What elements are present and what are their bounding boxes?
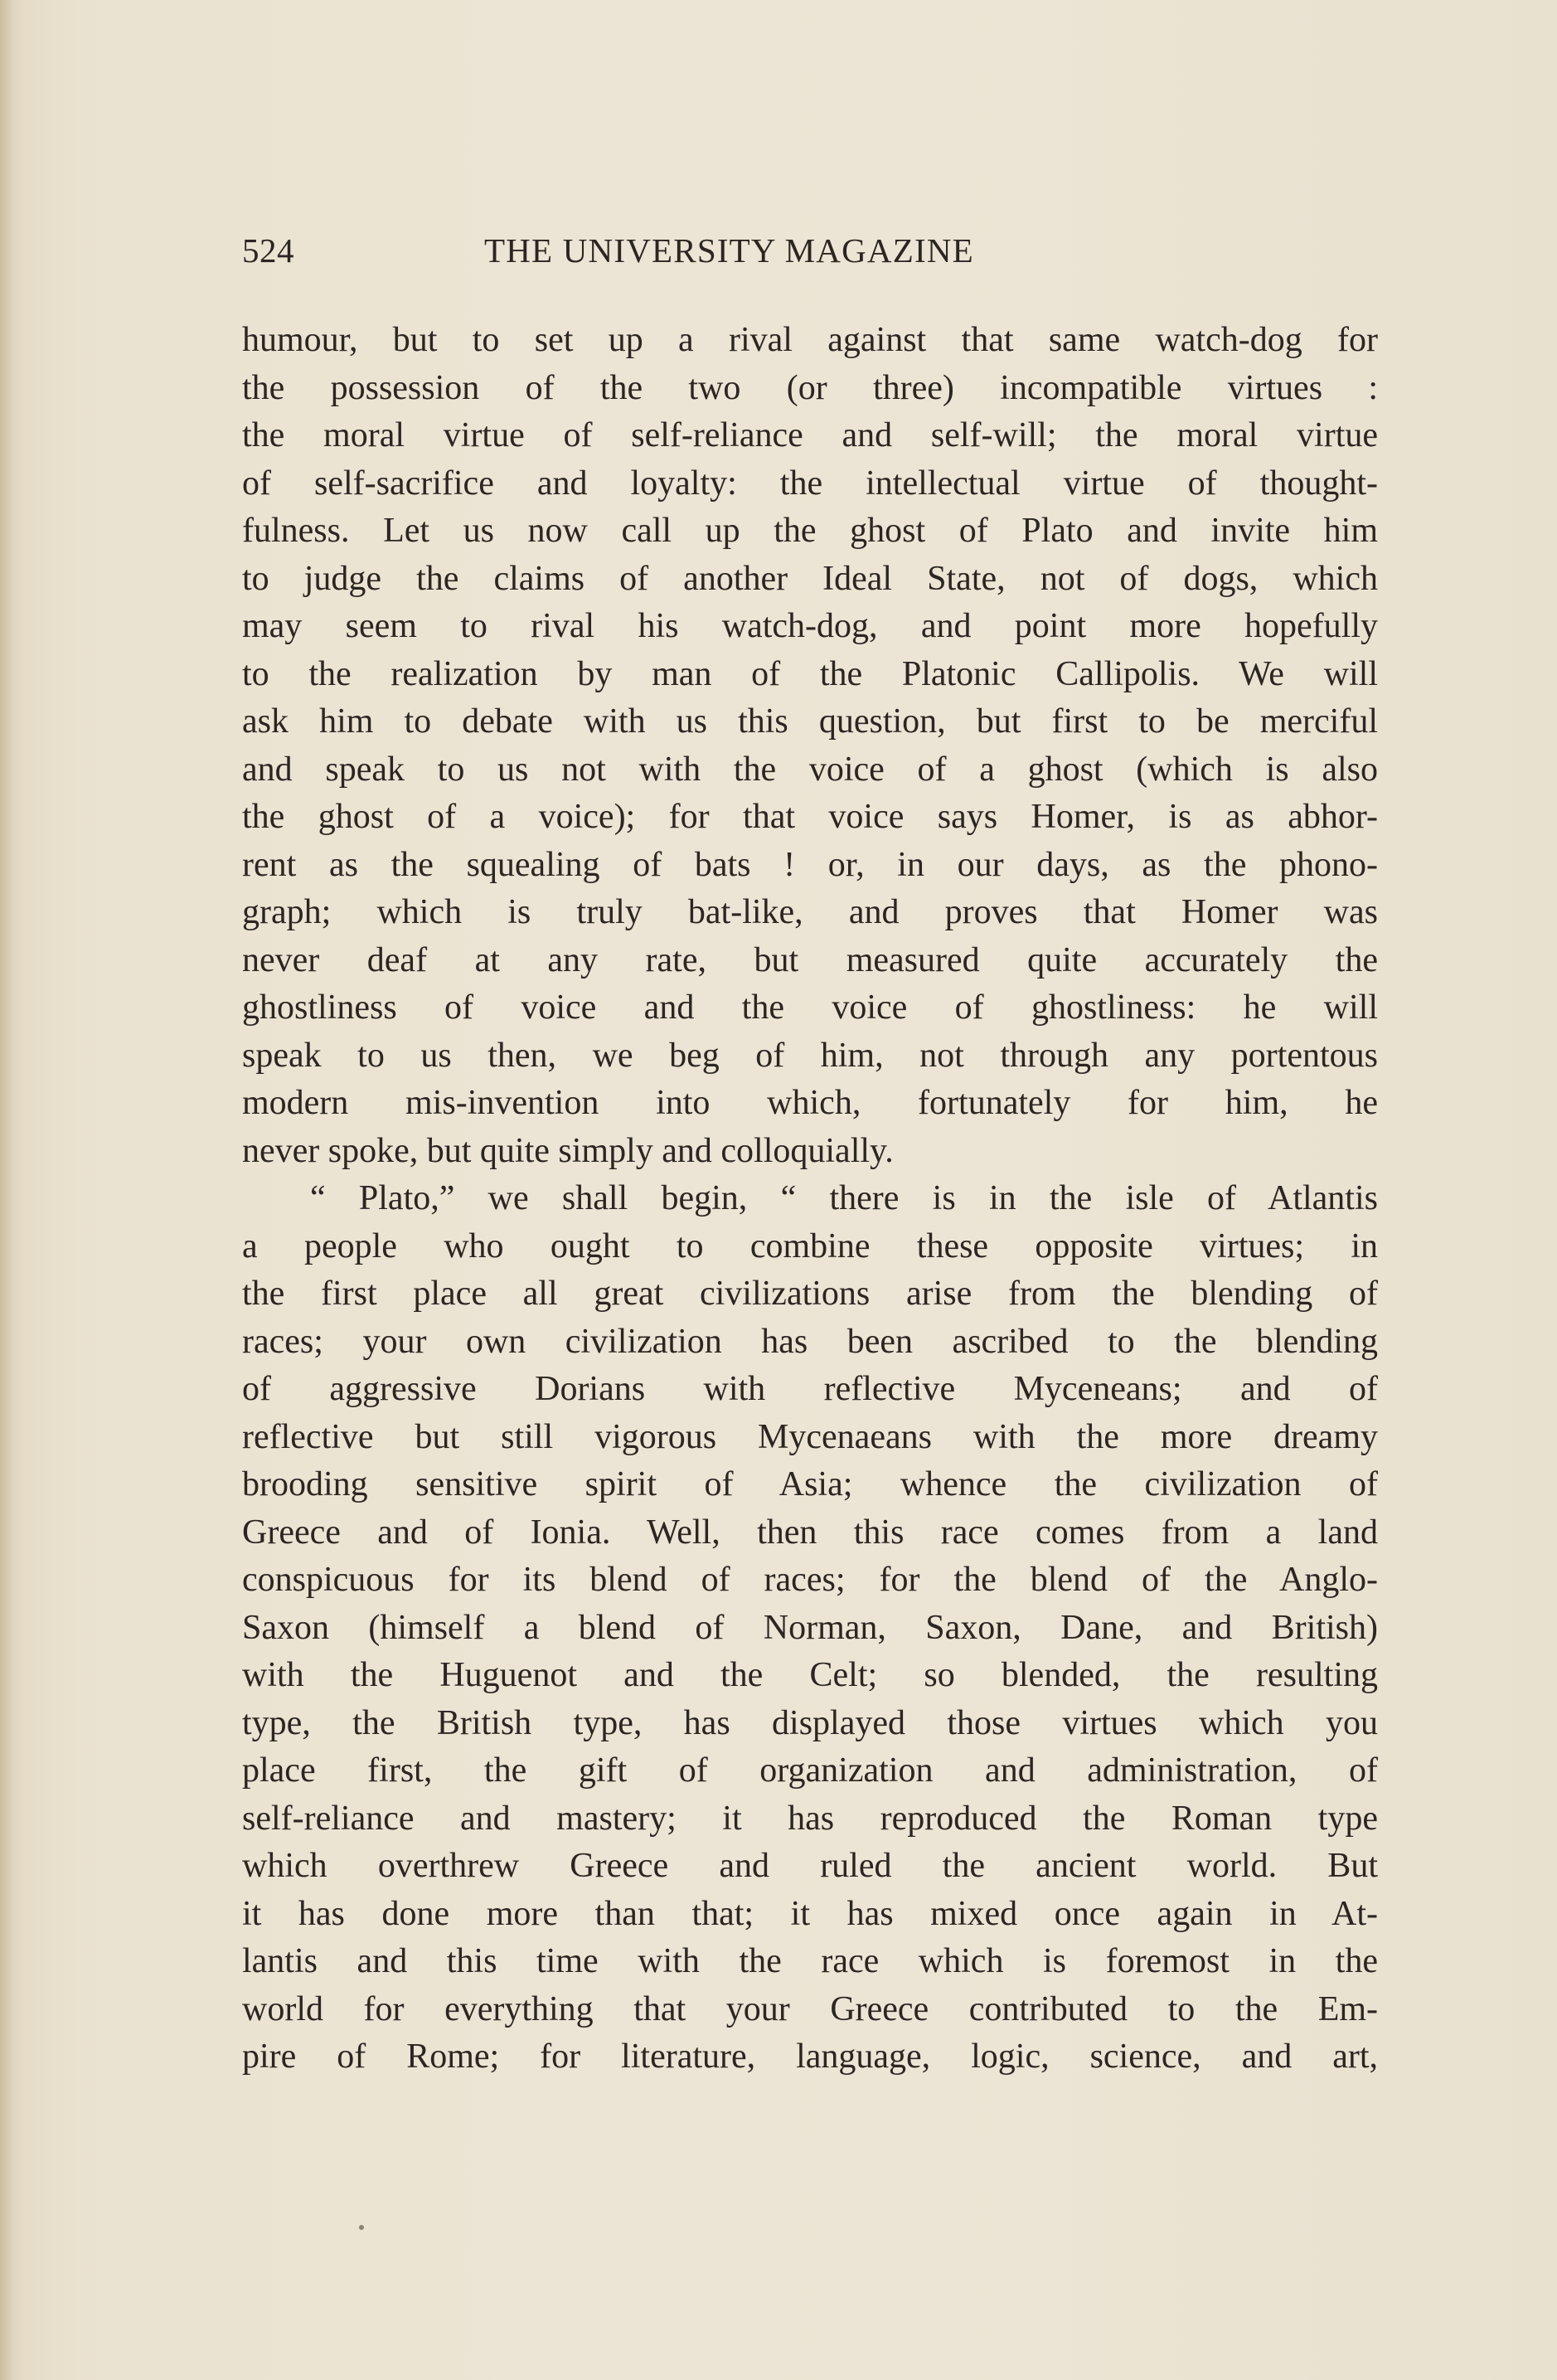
text-line: Saxon (himself a blend of Norman, Saxon, Dane, and British)	[242, 1608, 1378, 1647]
text-line: rent as the squealing of bats ! or, in our days, as the phono-	[242, 845, 1378, 884]
page-number: 524	[242, 231, 294, 270]
text-line: fulness. Let us now call up the ghost of Plato and invite him	[242, 512, 1378, 550]
text-line: modern mis-invention into which, fortunately for him, he	[242, 1084, 1378, 1122]
text-line: and speak to us not with the voice of a ghost (which is also	[242, 750, 1378, 789]
text-line: speak to us then, we beg of him, not through any portentous	[242, 1036, 1378, 1075]
text-line: of aggressive Dorians with reflective Myceneans; and of	[242, 1370, 1378, 1408]
text-line: graph; which is truly bat-like, and proves that Homer was	[242, 893, 1378, 931]
text-line: the possession of the two (or three) incompatible virtues :	[242, 368, 1378, 407]
paragraph-end-line: never spoke, but quite simply and colloquially.	[242, 1131, 894, 1170]
binding-edge	[0, 0, 12, 2380]
text-line: brooding sensitive spirit of Asia; whence the civilization of	[242, 1465, 1378, 1503]
text-line: to judge the claims of another Ideal State, not of dogs, which	[242, 559, 1378, 598]
text-line: which overthrew Greece and ruled the ancient world. But	[242, 1847, 1378, 1885]
text-line: conspicuous for its blend of races; for the blend of the Anglo-	[242, 1561, 1378, 1599]
text-line: self-reliance and mastery; it has reproduced the Roman type	[242, 1799, 1378, 1838]
paragraph-start-line: “ Plato,” we shall begin, “ there is in the isle of Atlantis	[310, 1179, 1378, 1217]
text-line: to the realization by man of the Platonic Callipolis. We will	[242, 654, 1378, 693]
body-text	[242, 317, 1378, 2081]
text-line: a people who ought to combine these opposite virtues; in	[242, 1226, 1378, 1265]
journal-title: THE UNIVERSITY MAGAZINE	[484, 231, 974, 270]
text-line: the moral virtue of self-reliance and self-will; the moral virtue	[242, 416, 1378, 454]
text-line: never deaf at any rate, but measured quite accurately the	[242, 940, 1378, 979]
text-line: the ghost of a voice); for that voice says Homer, is as abhor-	[242, 798, 1378, 836]
text-line: it has done more than that; it has mixed once again in At-	[242, 1894, 1378, 1933]
text-line: world for everything that your Greece contributed to the Em-	[242, 1989, 1378, 2028]
text-line: reflective but still vigorous Mycenaeans with the more dreamy	[242, 1417, 1378, 1456]
text-line: pire of Rome; for literature, language, logic, science, and art,	[242, 2038, 1378, 2076]
text-line: with the Huguenot and the Celt; so blended, the resulting	[242, 1656, 1378, 1694]
text-line: of self-sacrifice and loyalty: the intellectual virtue of thought-	[242, 464, 1378, 503]
text-line: races; your own civilization has been ascribed to the blending	[242, 1322, 1378, 1361]
paper-speck	[359, 2225, 364, 2230]
text-line: humour, but to set up a rival against that same watch-dog for	[242, 321, 1378, 359]
text-line: type, the British type, has displayed those virtues which you	[242, 1703, 1378, 1742]
text-line: the first place all great civilizations arise from the blending of	[242, 1275, 1378, 1313]
text-line: ask him to debate with us this question, but first to be merciful	[242, 702, 1378, 741]
text-line: ghostliness of voice and the voice of ghostliness: he will	[242, 988, 1378, 1027]
running-head	[242, 231, 1129, 280]
text-line: Greece and of Ionia. Well, then this race comes from a land	[242, 1513, 1378, 1552]
text-line: lantis and this time with the race which is foremost in the	[242, 1942, 1378, 1980]
text-line: may seem to rival his watch-dog, and point more hopefully	[242, 607, 1378, 645]
text-line: place first, the gift of organization and administration, of	[242, 1751, 1378, 1790]
